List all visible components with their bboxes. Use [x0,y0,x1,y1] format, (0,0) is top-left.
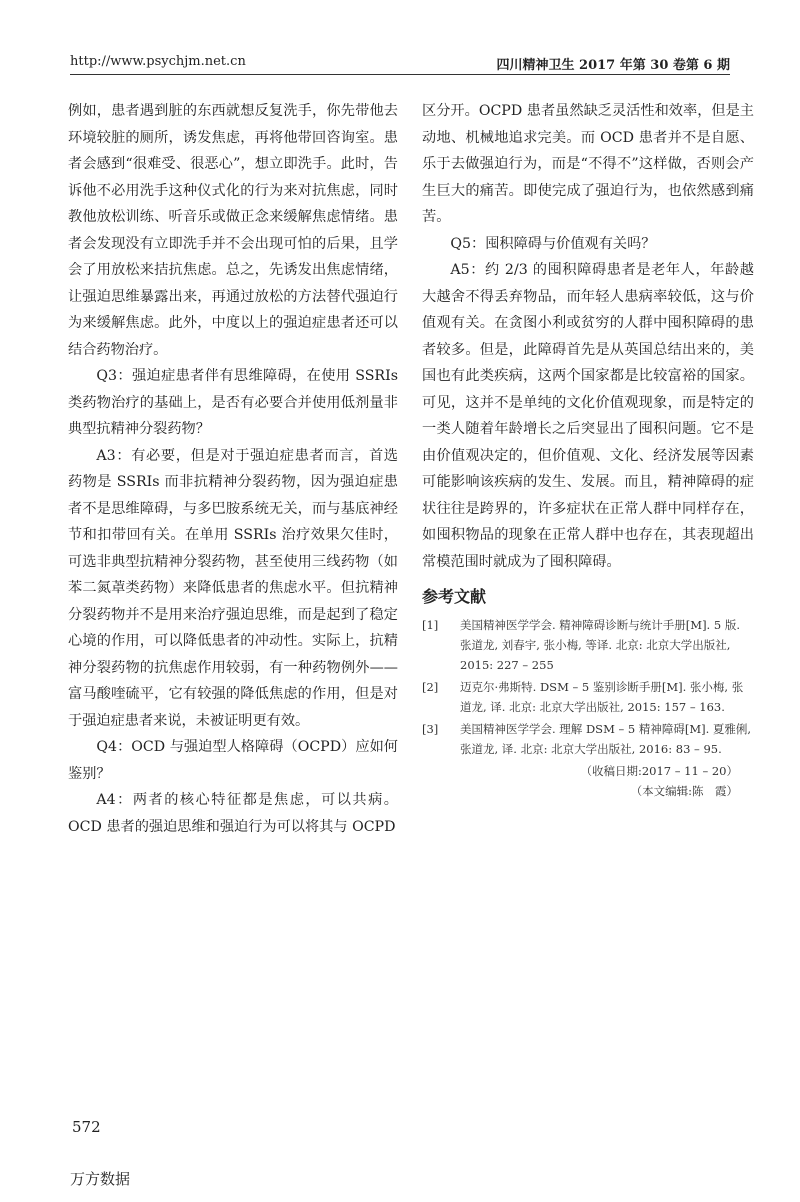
reference-text: 美国精神医学学会. 理解 DSM – 5 精神障碍[M]. 夏雅俐, 张道龙, 译. 北京: 北京大学出版社, 2016: 83 – 95. [460,722,752,756]
question-q3: Q3：强迫症患者伴有思维障碍，在使用 SSRIs 类药物治疗的基础上，是否有必要合并使用低剂量非典型抗精神分裂药物？ [68,368,398,437]
received-date: （收稿日期:2017 – 11 – 20） [580,764,738,778]
answer-a3: A3：有必要，但是对于强迫症患者而言，首选药物是 SSRIs 而非抗精神分裂药物，因为强迫症患者不是思维障碍，与多巴胺系统无关，而与基底神经节和扣带回有关。在单用 SSRIs 治疗效果欠佳时，可选非典型抗精神分裂药物，甚至使用三线药物（如苯二氮䓬类药物）来降低患者的焦虑水平。但抗精神分裂药物并不是用来治疗强迫思维，而是起到了稳定心境的作用，可以降低患者的冲动性。实际上，抗精神分裂药物的抗焦虑作用较弱，有一种药物例外——富马酸喹硫平，它有较强的降低焦虑的作用，但是对于强迫症患者来说，未被证明更有效。 [68,447,398,729]
paragraph: 例如，患者遇到脏的东西就想反复洗手，你先带他去环境较脏的厕所，诱发焦虑，再将他带回咨询室。患者会感到“很难受、很恶心”，想立即洗手。此时，告诉他不必用洗手这种仪式化的行为来对抗焦虑，同时教他放松训练、听音乐或做正念来缓解焦虑情绪。患者会发现没有立即洗手并不会出现可怕的后果，且学会了用放松来拮抗焦虑。总之，先诱发出焦虑情绪，让强迫思维暴露出来，再通过放松的方法替代强迫行为来缓解焦虑。此外，中度以上的强迫症患者还可以结合药物治疗。 [68,103,398,358]
reference-number: [2] [422,680,439,694]
reference-text: 迈克尔·弗斯特. DSM – 5 鉴别诊断手册[M]. 张小梅, 张道龙, 译. 北京: 北京大学出版社, 2015: 157 – 163. [460,680,744,714]
running-header [70,52,730,75]
wanfang-logo: 万方数据 [70,1170,131,1188]
answer-a4: A4：两者的核心特征都是焦虑，可以共病。OCD 患者的强迫思维和强迫行为可以将其与 OCPD [68,792,398,835]
journal-url[interactable]: http://www.psychjm.net.cn [70,54,246,69]
editor-note: （本文编辑:陈 霞） [630,784,738,798]
reference-item [422,677,754,717]
references-heading: 参考文献 [422,587,487,606]
reference-number: [3] [422,722,439,736]
page-number: 572 [72,1118,101,1136]
reference-item [422,615,754,675]
right-column [422,98,754,801]
journal-issue: 四川精神卫生 2017 年第 30 卷第 6 期 [496,58,730,73]
reference-text: 美国精神医学学会. 精神障碍诊断与统计手册[M]. 5 版. 张道龙, 刘春宇, 张小梅, 等译. 北京: 北京大学出版社, 2015: 227 – 255 [460,618,740,672]
question-q4: Q4：OCD 与强迫型人格障碍（OCPD）应如何鉴别？ [68,739,398,782]
paragraph: 区分开。OCPD 患者虽然缺乏灵活性和效率，但是主动地、机械地追求完美。而 OCD 患者并不是自愿、乐于去做强迫行为，而是“不得不”这样做，否则会产生巨大的痛苦。即使完成了强迫行为，也依然感到痛苦。 [422,103,754,225]
question-q5: Q5：囤积障碍与价值观有关吗？ [450,235,656,252]
reference-item [422,719,754,759]
left-column [68,98,398,840]
answer-a5: A5：约 2/3 的囤积障碍患者是老年人，年龄越大越舍不得丢弃物品，而年轻人患病率较低，这与价值观有关。在贪图小利或贫穷的人群中囤积障碍的患者较多。但是，此障碍首先是从英国总结出来的，美国也有此类疾病，这两个国家都是比较富裕的国家。可见，这并不是单纯的文化价值观现象，而是特定的一类人随着年龄增长之后突显出了囤积问题。它不是由价值观决定的，但价值观、文化、经济发展等因素可能影响该疾病的发生、发展。而且，精神障碍的症状往往是跨界的，许多症状在正常人群中同样存在，如囤积物品的现象在正常人群中也存在，其表现超出常模范围时就成为了囤积障碍。 [422,262,754,570]
reference-number: [1] [422,618,439,632]
reference-list [422,615,754,759]
